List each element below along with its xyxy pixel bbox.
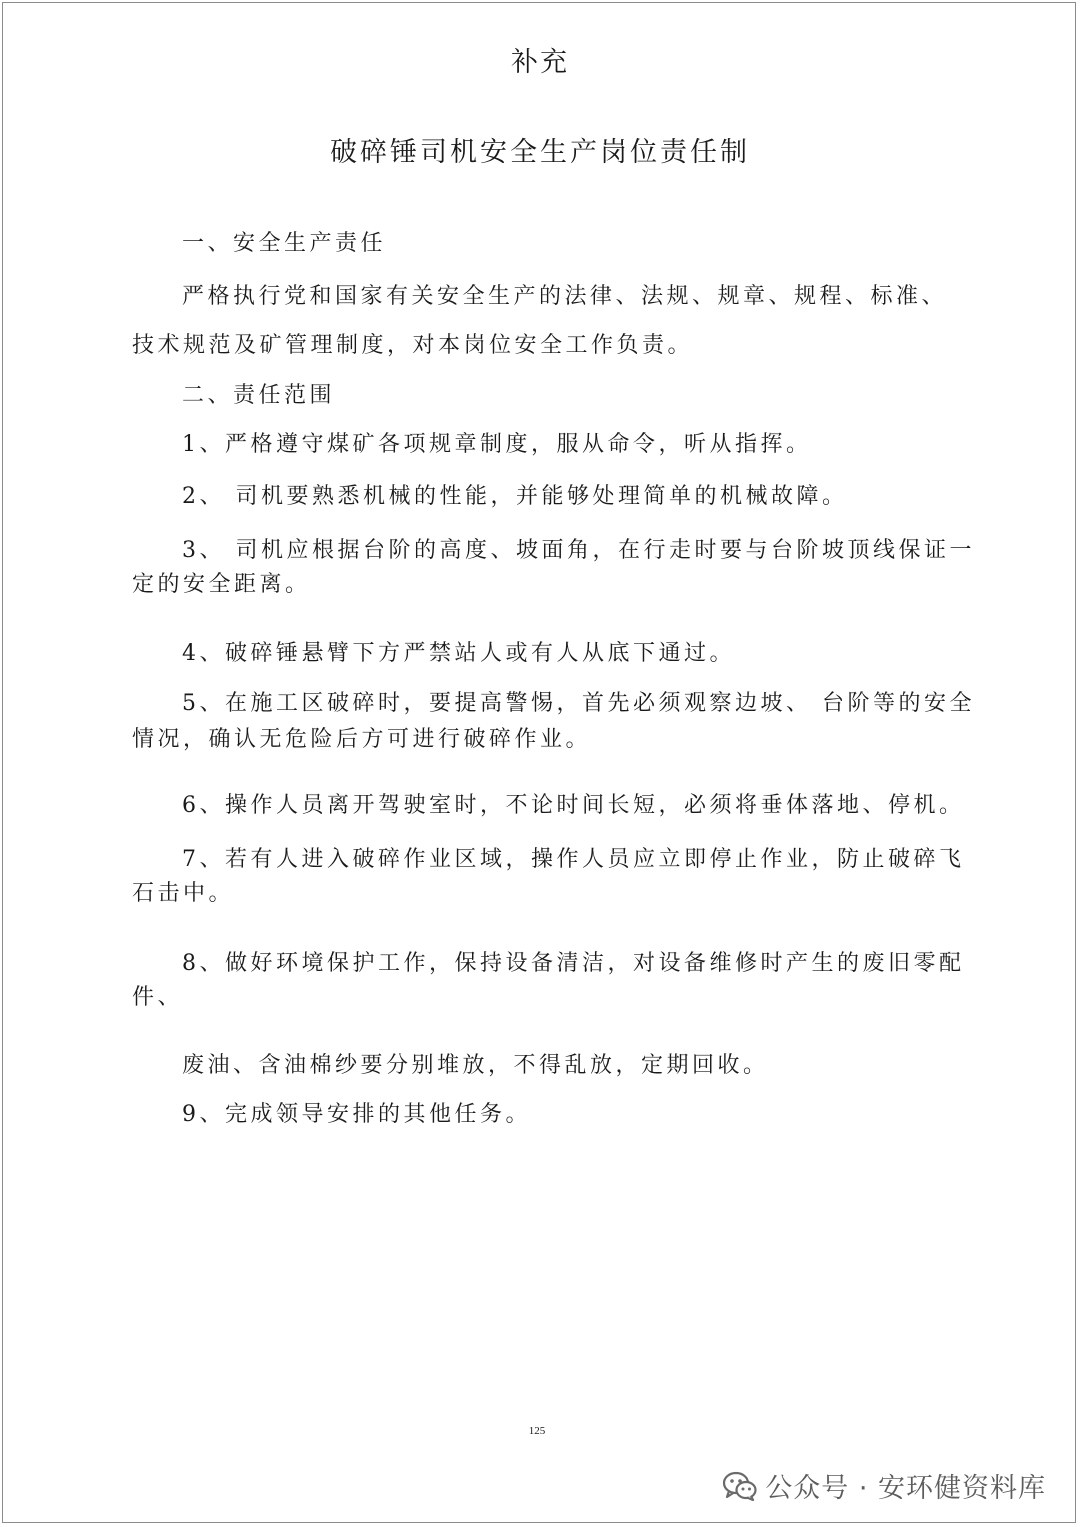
watermark [723,1466,1046,1505]
item-1-line-1: 1、严格遵守煤矿各项规章制度，服从命令，听从指挥。 [182,432,812,457]
watermark-text: 公众号 · 安环健资料库 [765,1473,1046,1504]
page-frame [2,2,1076,1523]
item-5-line-2: 情况，确认无危险后方可进行破碎作业。 [132,727,592,752]
item-9-line-1: 9、完成领导安排的其他任务。 [182,1102,531,1127]
section-heading-2: 二、责任范围 [182,383,336,408]
item-6-line-1: 6、操作人员离开驾驶室时，不论时间长短，必须将垂体落地、停机。 [182,793,965,818]
document-title: 破碎锤司机安全生产岗位责任制 [330,137,750,168]
supplement-heading: 补充 [511,47,569,78]
item-5-line-1: 5、在施工区破碎时，要提高警惕，首先必须观察边坡、 台阶等的安全 [182,691,975,716]
item-7-line-2: 石击中。 [132,881,235,906]
page-number: 125 [528,1425,546,1437]
item-8-line-2: 件、 [132,985,184,1010]
item-3-line-1: 3、 司机应根据台阶的高度、坡面角，在行走时要与台阶坡顶线保证一 [182,538,975,563]
item-2-line-1: 2、 司机要熟悉机械的性能，并能够处理简单的机械故障。 [182,484,848,509]
item-8-line-1: 8、做好环境保护工作，保持设备清洁，对设备维修时产生的废旧零配 [182,951,965,976]
item-3-line-2: 定的安全距离。 [132,572,311,597]
section-1-line-2: 技术规范及矿管理制度，对本岗位安全工作负责。 [132,333,694,358]
item-7-line-1: 7、若有人进入破碎作业区域，操作人员应立即停止作业，防止破碎飞 [182,847,965,872]
section-heading-1: 一、安全生产责任 [182,231,387,256]
item-8-line-3: 废油、含油棉纱要分别堆放，不得乱放，定期回收。 [182,1053,769,1078]
item-4-line-1: 4、破碎锤悬臂下方严禁站人或有人从底下通过。 [182,641,735,666]
wechat-icon [723,1471,757,1501]
section-1-line-1: 严格执行党和国家有关安全生产的法律、法规、规章、规程、标准、 [182,284,948,309]
